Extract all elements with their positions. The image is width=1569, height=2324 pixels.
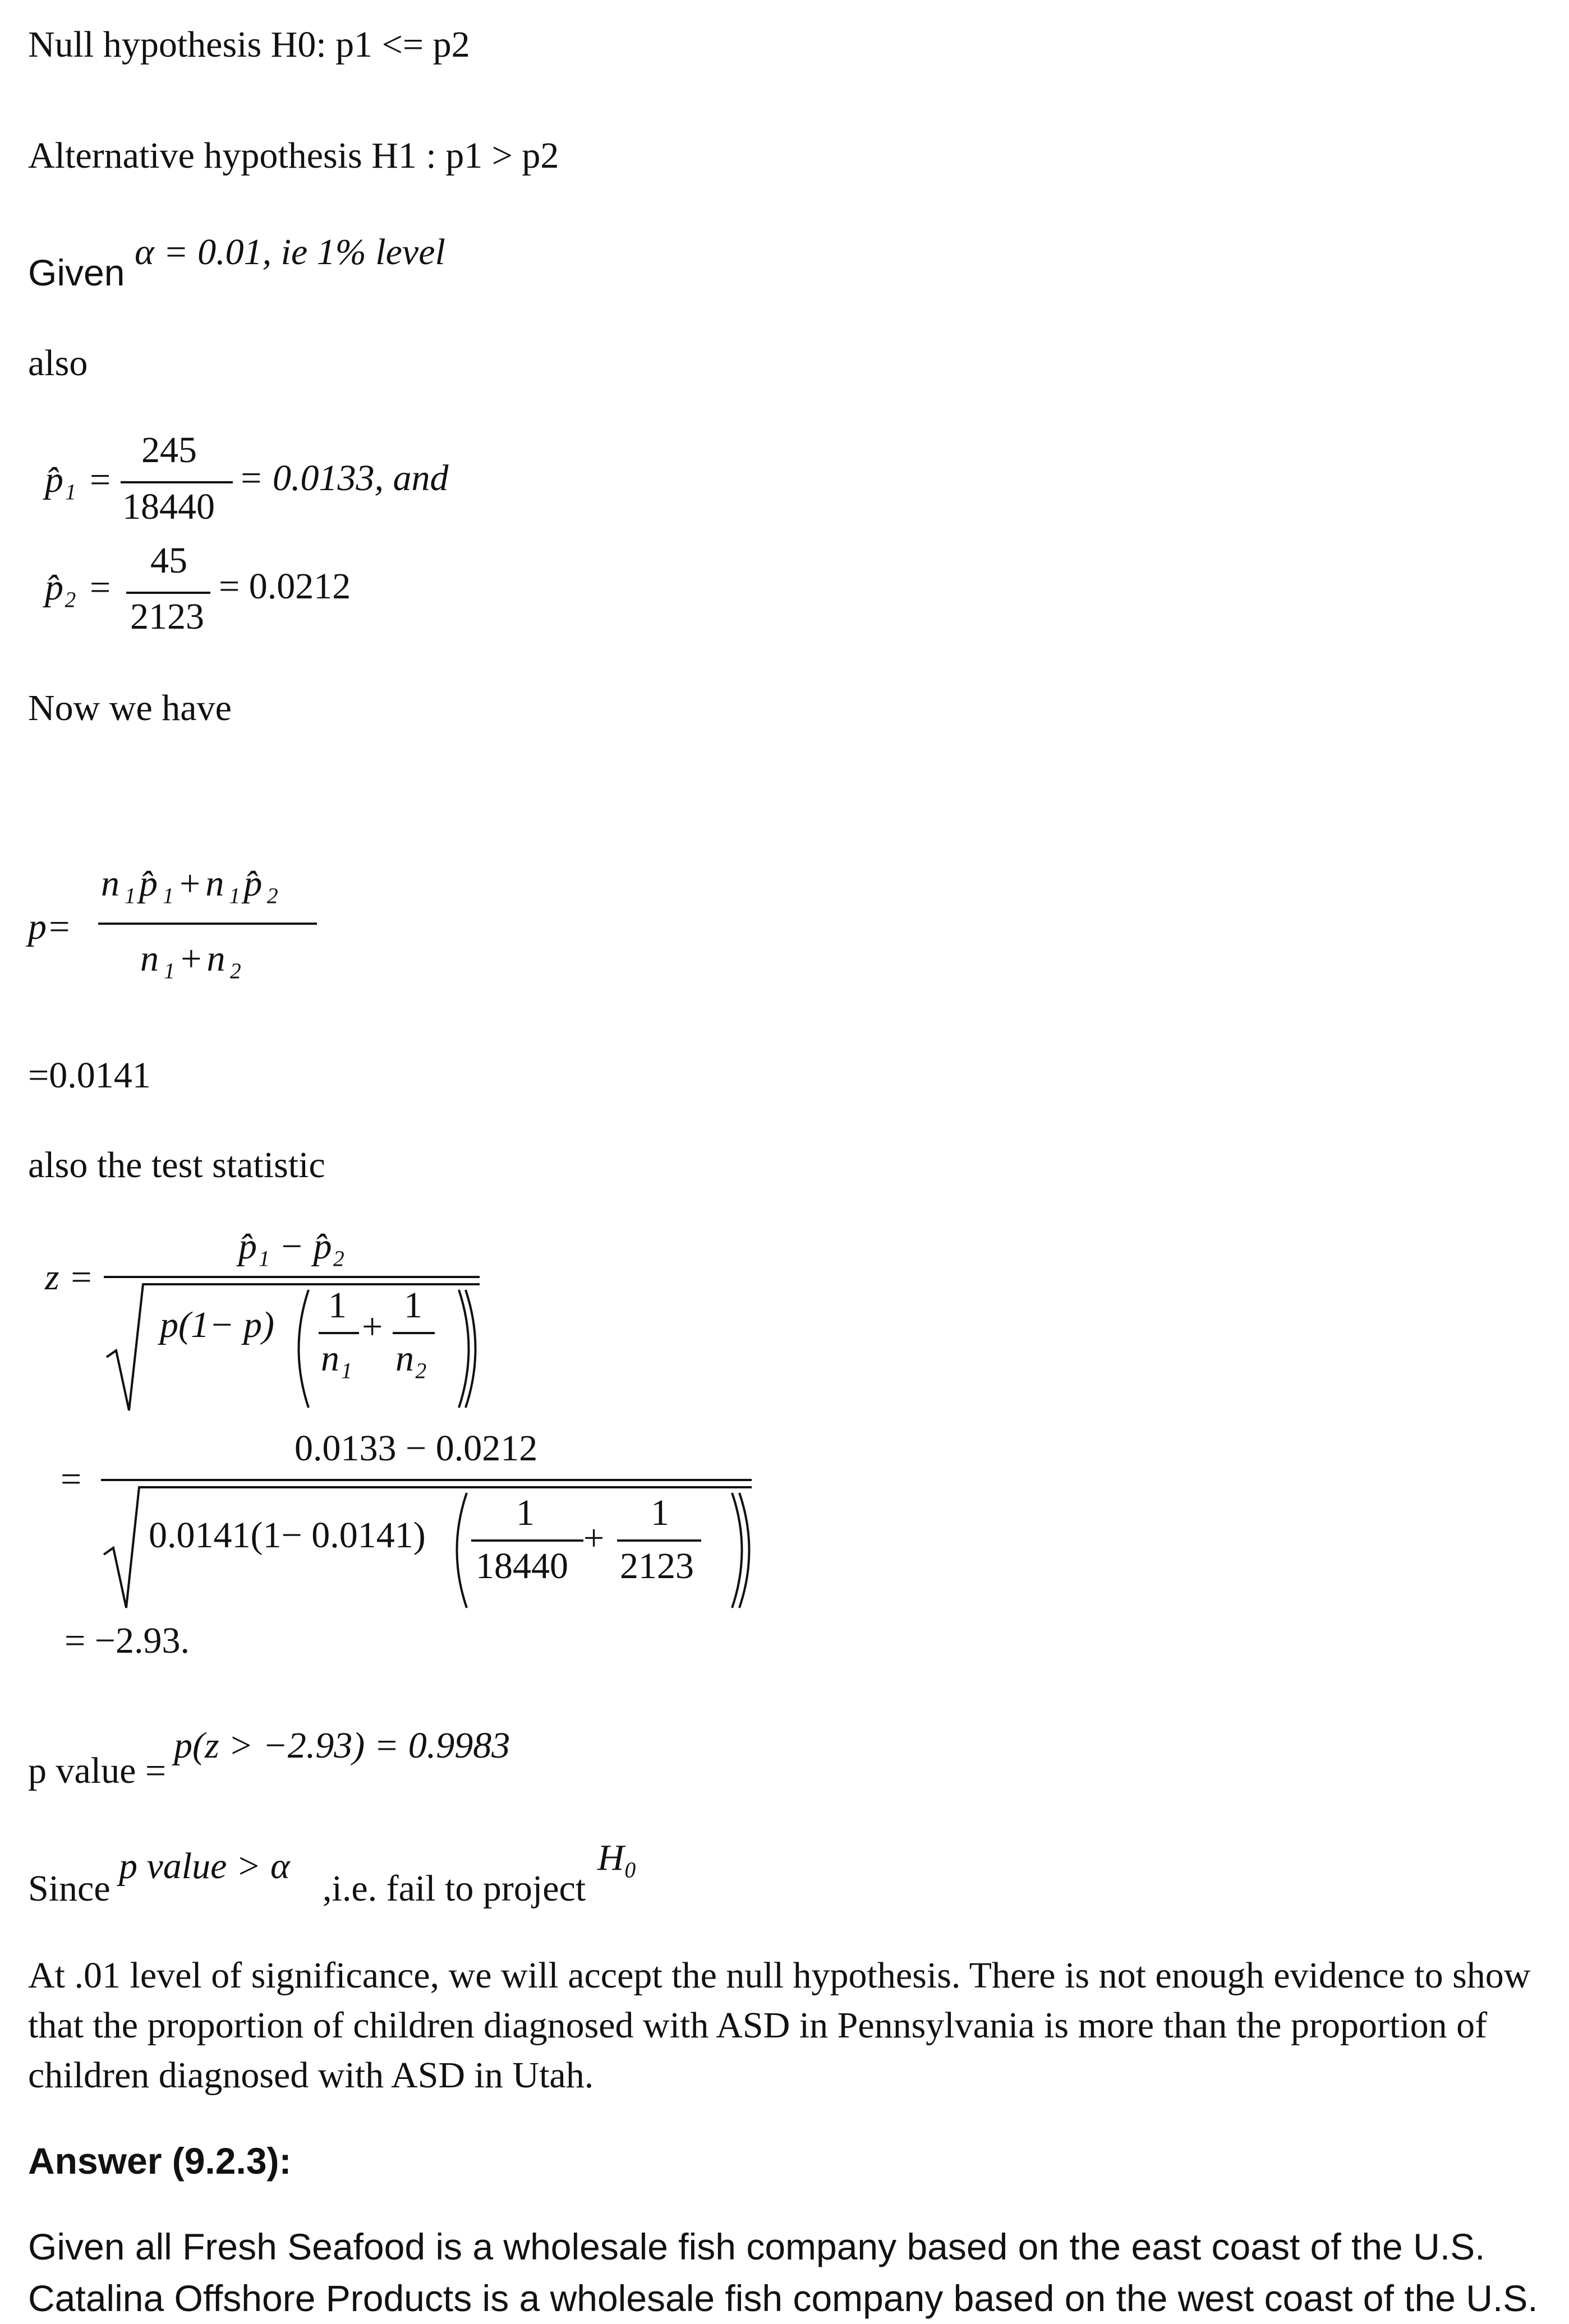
fraction-bar (471, 1539, 583, 1542)
z-substituted-frac1-numerator: 1 (516, 1492, 535, 1533)
p-value-label: p value = (28, 1750, 167, 1791)
p2-hat-symbol: p̂₂ (45, 567, 76, 608)
pooled-numerator: n₁p̂₁+n₁p̂₂ (101, 863, 282, 904)
z-substituted-eq: = (61, 1459, 82, 1500)
final-paragraph: Given all Fresh Seafood is a wholesale fish company based on the east coast of the U.S. Catalina Offshore Products is a wholesale fish company based on the west coast of the U.S. (28, 2226, 1538, 2319)
p1-hat-numerator: 245 (141, 430, 197, 471)
h0-symbol: H₀ (597, 1837, 637, 1878)
fraction-bar (101, 1479, 752, 1481)
z-substituted-frac2-numerator: 1 (651, 1492, 669, 1533)
z-substituted-frac1-denominator: 18440 (476, 1546, 568, 1587)
p-value-expression: p(z > −2.93) = 0.9983 (174, 1725, 510, 1766)
alpha-expression: α = 0.01, ie 1% level (135, 232, 445, 273)
z-radicand: p(1− p) (160, 1304, 274, 1345)
conclusion-paragraph: At .01 level of significance, we will accept the null hypothesis. There is not enough evidence to show that the proportion of children diagnosed with ASD in Pennsylvania is more than the proportion of children diagnosed with ASD in Utah. (28, 1955, 1531, 2096)
fraction-bar (617, 1539, 701, 1542)
p1-hat-symbol: p̂₁ (45, 459, 76, 500)
also-label: also (28, 343, 88, 384)
pooled-lhs: p= (28, 906, 72, 947)
alternative-hypothesis: Alternative hypothesis H1 : p1 > p2 (28, 135, 559, 176)
fraction-bar (126, 592, 210, 594)
plus-sign: + (583, 1518, 605, 1558)
p2-hat-result: = 0.0212 (219, 566, 351, 607)
given-label: Given (28, 252, 125, 293)
parentheses (292, 1284, 477, 1413)
fraction-bar (98, 923, 317, 925)
z-substituted-numerator: 0.0133 − 0.0212 (295, 1428, 538, 1469)
z-frac2-denominator: n₂ (395, 1338, 427, 1379)
z-frac1-numerator: 1 (328, 1285, 347, 1326)
equals-sign: = (90, 567, 111, 608)
answer-heading: Answer (9.2.3): (28, 2140, 292, 2182)
equals-sign: = (90, 459, 111, 500)
since-expression: p value > α (119, 1846, 290, 1887)
z-substituted-radicand: 0.0141(1− 0.0141) (149, 1515, 426, 1556)
z-numerator: p̂₁ − p̂₂ (238, 1226, 345, 1267)
z-frac2-numerator: 1 (404, 1285, 422, 1326)
pooled-denominator: n₁+n₂ (140, 938, 245, 979)
z-result: = −2.93. (65, 1620, 190, 1661)
fail-text: ,i.e. fail to project (323, 1868, 586, 1909)
z-lhs: z = (45, 1257, 94, 1298)
fraction-bar (319, 1332, 359, 1334)
p1-hat-denominator: 18440 (122, 486, 215, 527)
p2-hat-numerator: 45 (150, 540, 187, 581)
z-substituted-frac2-denominator: 2123 (620, 1546, 694, 1587)
since-label: Since (28, 1868, 111, 1909)
fraction-bar (104, 1276, 480, 1278)
p1-hat-result: = 0.0133, and (238, 458, 449, 499)
p2-hat-denominator: 2123 (130, 596, 204, 637)
fraction-bar (121, 481, 233, 483)
fraction-bar (393, 1332, 435, 1334)
z-frac1-denominator: n₁ (321, 1338, 352, 1379)
test-statistic-label: also the test statistic (28, 1145, 325, 1186)
now-we-have: Now we have (28, 688, 232, 728)
null-hypothesis: Null hypothesis H0: p1 <= p2 (28, 24, 470, 65)
pooled-result: =0.0141 (28, 1055, 151, 1096)
plus-sign: + (362, 1306, 383, 1347)
